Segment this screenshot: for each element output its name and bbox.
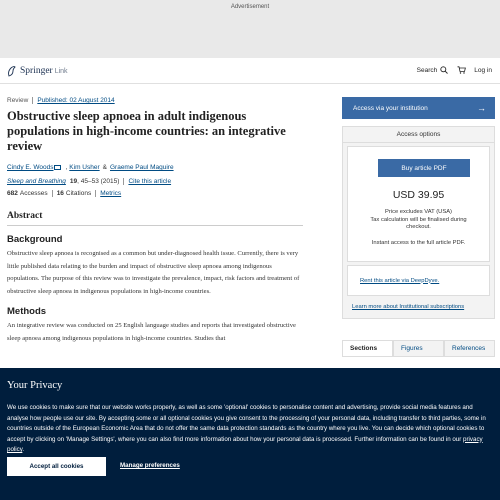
methods-heading: Methods — [7, 306, 47, 318]
article-type: Review — [7, 97, 29, 104]
tab-references[interactable]: References — [444, 340, 495, 356]
methods-paragraph: An integrative review was conducted on 25 English language studies and reports that investigated obstructive sleep apnoea among indigenous populations in high-income countries. Studies that — [7, 322, 296, 342]
abstract-heading: Abstract — [7, 211, 303, 226]
rent-card — [347, 265, 490, 296]
privacy-text — [7, 403, 495, 456]
buy-pdf-button[interactable]: Buy article PDF — [378, 159, 470, 177]
search-button[interactable] — [417, 66, 449, 74]
background-paragraph: Obstructive sleep apnoea is recognised as a common but under-diagnosed health issue. Currently, there is very little published data relating to the burden and impact of obstructive sleep apnoea among indigenous populations. The purpose of this review was to investigate the prevalence, impact, risk factors and treatment of obstructive sleep apnoea in indigenous populations in high-income countries. — [7, 250, 300, 295]
privacy-policy-link[interactable]: privacy policy — [7, 435, 483, 453]
divider — [123, 178, 124, 185]
access-institution-button[interactable] — [342, 97, 495, 119]
journal-pages: , 45–53 (2015) — [77, 178, 120, 185]
divider — [95, 190, 96, 197]
access-options-title: Access options — [343, 127, 494, 143]
advertisement-label: Advertisement — [230, 4, 270, 10]
author-link[interactable]: Graeme Paul Maguire — [109, 164, 174, 171]
privacy-body-end: . — [22, 446, 25, 453]
logo-subtext: Link — [54, 67, 68, 75]
arrow-right-icon: → — [477, 103, 486, 113]
metrics-link[interactable]: Metrics — [100, 190, 122, 197]
learn-more-row — [343, 296, 494, 318]
journal-link[interactable]: Sleep and Breathing — [7, 178, 66, 185]
privacy-heading: Your Privacy — [7, 380, 63, 391]
sidebar-tabs — [342, 340, 495, 357]
buy-article-card — [347, 146, 490, 262]
cite-article-link[interactable]: Cite this article — [128, 178, 172, 185]
citations-label: Citations — [65, 190, 92, 197]
divider — [32, 97, 33, 104]
access-options-panel — [342, 126, 495, 319]
published-date-link[interactable]: Published: 02 August 2014 — [37, 97, 115, 104]
vat-note: Price excludes VAT (USA) — [384, 209, 452, 215]
author-separator: , — [65, 164, 68, 171]
tab-figures[interactable]: Figures — [393, 340, 444, 356]
privacy-body: We use cookies to make sure that our website works properly, as well as some 'optional' cookies to personalise content and advertising, provide social media features and analyse how people use our site. By accepting some or all optional cookies you give consent to the processing of your personal data, including transfer to third parties, some in countries outside of the European Economic Area that do not offer the same data protection standards as the country where you live. You can decide which optional cookies to accept by clicking on 'Manage Settings', where you can also find more information about how your personal data is processed. Further information can be found in our — [7, 404, 486, 443]
price-note — [348, 209, 489, 232]
search-label: Search — [416, 66, 438, 74]
site-header — [0, 58, 500, 84]
accesses-count: 682 — [7, 190, 18, 197]
author-link[interactable]: Cindy E. Woods — [7, 164, 54, 171]
journal-info — [7, 178, 303, 185]
tab-sections[interactable]: Sections — [342, 340, 393, 356]
tax-note-cont: checkout. — [406, 224, 431, 230]
mail-icon[interactable] — [54, 165, 61, 170]
journal-volume: 19 — [69, 178, 78, 185]
privacy-banner — [0, 368, 500, 500]
price: USD 39.95 — [392, 189, 445, 201]
author-list — [7, 164, 303, 171]
accesses-label: Accesses — [19, 190, 48, 197]
divider — [52, 190, 53, 197]
advertisement-area — [0, 0, 500, 58]
author-link[interactable]: Kim Usher — [69, 164, 100, 171]
author-separator: & — [102, 164, 107, 171]
login-link[interactable]: Log in — [474, 66, 492, 74]
background-heading: Background — [7, 234, 63, 245]
search-icon — [440, 66, 448, 74]
article-title: Obstructive sleep apnoea in adult indigenous populations in high-income countries: an integrative review — [7, 109, 286, 153]
tax-note: Tax calculation will be finalised during — [370, 216, 467, 223]
cart-icon[interactable] — [457, 66, 466, 74]
logo-text: Springer — [20, 66, 53, 76]
access-institution-label: Access via your institution — [353, 104, 428, 112]
citations-count: 16 — [56, 190, 64, 197]
manage-preferences-link[interactable]: Manage preferences — [120, 462, 180, 469]
instant-access-note: Instant access to the full article PDF. — [371, 240, 466, 246]
article-sidebar — [342, 97, 495, 357]
article-main — [7, 97, 303, 346]
rent-deepdyve-link[interactable]: Rent this article via DeepDyve. — [360, 277, 440, 284]
springer-horse-icon — [7, 65, 17, 77]
article-metrics — [7, 190, 303, 197]
accept-all-cookies-button[interactable]: Accept all cookies — [7, 457, 106, 476]
institutional-subscriptions-link[interactable]: Learn more about Institutional subscriptions — [352, 304, 465, 310]
article-meta — [7, 97, 303, 104]
springer-link-logo[interactable] — [7, 65, 68, 77]
